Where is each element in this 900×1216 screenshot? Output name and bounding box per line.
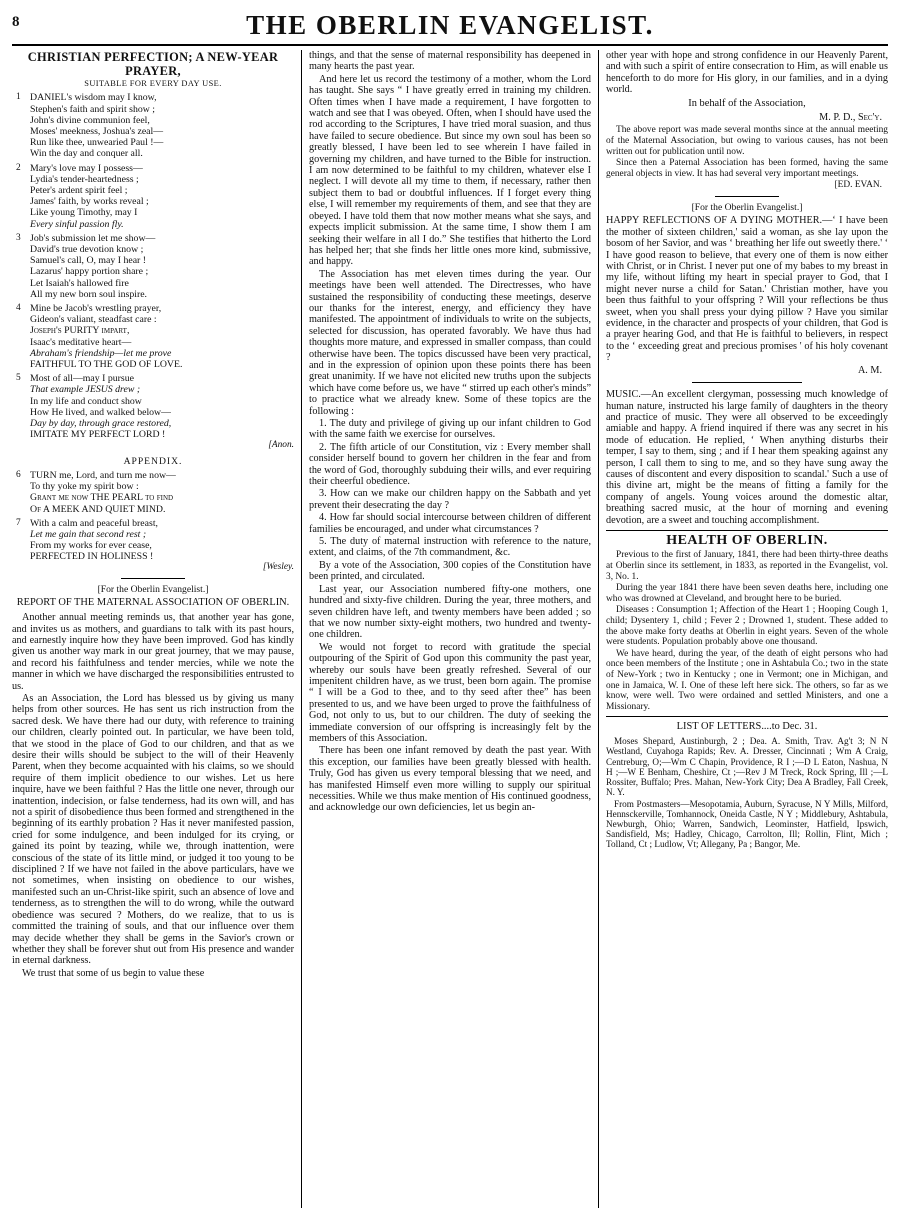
- editor-note: The above report was made several months since at the annual meeting of the Maternal Association, but owing to various causes, has not been written out for publication until now.: [606, 125, 888, 157]
- poem-line: Most of all—may I pursue: [30, 373, 134, 385]
- poem-line: FAITHFUL TO THE GOD OF LOVE.: [30, 359, 183, 371]
- health-paragraph: During the year 1841 there have been seven deaths here, including one who was drowned at Cleveland, and brought here to be buried.: [606, 583, 888, 604]
- stanza-number: 7: [16, 517, 21, 528]
- poem-line: Every sinful passion fly.: [30, 218, 124, 230]
- poem-line: Let me gain that second rest ;: [30, 528, 147, 540]
- article-title: REPORT OF THE MATERNAL ASSOCIATION OF OBERLIN.: [16, 597, 290, 609]
- letters-paragraph: Moses Shepard, Austinburgh, 2 ; Dea. A. Smith, Trav. Ag't 3; N N Westland, Cuyahoga Rapids; Rev. A. Dresser, Cincinnati ; Wm A Craig, Centreburg, O;—Wm C Chapin, Providence, R I ;—D L Eaton, Nashua, N H ;—W E Benham, Cheshire, Ct ;—Rev J M Treck, Rock Spring, Ill ;—L Rossiter, Buffalo; Pres. Mahan, New-York City; Dea A Bradley, Fall Creek, N. Y.: [606, 736, 888, 798]
- section-divider: [692, 382, 802, 383]
- poem-line: In my life and conduct show: [30, 395, 142, 407]
- body-paragraph: other year with hope and strong confidence in our Heavenly Parent, and with such a spirit of entire consecration to Him, as will enable us henceforth to do more for His glory, in our families, and in a dying world.: [606, 50, 888, 96]
- poem-attribution: [Anon.: [268, 439, 294, 450]
- poem-line: Mine be Jacob's wrestling prayer,: [30, 303, 162, 315]
- topic-item: 4. How far should social intercourse between children of different families be encouraged, and under what circumstances ?: [309, 512, 591, 535]
- letters-list: [606, 736, 888, 849]
- poem-line: Joseph's PURITY impart,: [30, 325, 130, 337]
- poem-line: That example JESUS drew ;: [30, 384, 141, 396]
- body-paragraph: We would not forget to record with gratitude the special outpouring of the Spirit of God upon this community the past year, whereby our souls have been greatly refreshed. Several of our impenitent children have, as we trust, been born again. The promise “ I will be a God to thee, and to thy seed after thee” has been presented to us, and we have been urged to prove the faithfulness of God, not only to us, but to our children. The duty of seeking the immediate conversion of our offspring is increasingly felt by the members of this Association.: [309, 641, 591, 744]
- poem-line: Win the day and conquer all.: [30, 148, 143, 160]
- signature-name: M. P. D., Sec'y.: [819, 112, 882, 124]
- stanza-number: 5: [16, 373, 21, 384]
- editor-note: Since then a Paternal Association has been formed, having the same general objects in view. It has had several very important meetings.: [606, 158, 888, 179]
- poem-line: Moses' meekness, Joshua's zeal—: [30, 126, 164, 138]
- poem-line: TURN me, Lord, and turn me now—: [30, 469, 176, 481]
- poem-stanza: [12, 233, 294, 300]
- poem-line: IMITATE MY PERFECT LORD !: [30, 429, 166, 441]
- column-3: [606, 50, 888, 1208]
- article-signature: A. M.: [857, 364, 882, 376]
- poem-line: Let Isaiah's hallowed fire: [30, 277, 129, 289]
- publication-title: THE OBERLIN EVANGELIST.: [246, 10, 654, 40]
- body-paragraph: things, and that the sense of maternal responsibility has deepened in many hearts the past year.: [309, 50, 591, 73]
- poem-line: Day by day, through grace restored,: [30, 418, 172, 430]
- poem-line: James' faith, by works reveal ;: [30, 196, 149, 208]
- column-1: [12, 50, 294, 1208]
- column-rule: [294, 50, 309, 1208]
- poem-line: Stephen's faith and spirit show ;: [30, 103, 156, 115]
- health-paragraph: Previous to the first of January, 1841, there had been thirty-three deaths at Oberlin since its settlement, in 1833, as reported in the Evangelist, vol. 3, No. 1.: [606, 550, 888, 582]
- article-credit: [For the Oberlin Evangelist.]: [97, 583, 209, 595]
- poem-line: Gideon's valiant, steadfast care :: [30, 314, 157, 326]
- poem-attribution: [Wesley.: [262, 561, 294, 572]
- editor-signature: [ED. EVAN.: [834, 180, 882, 191]
- music-article: MUSIC.—An excellent clergyman, possessing much knowledge of human nature, instructed his large family of daughters in the theory and practice of music. They were all observed to be exceedingly amiable and happy. A friend inquired if there was any secret in his mode of education. He replied, ‘ When anything disturbs their temper, I say to them, sing ; and if I hear them speaking against any person, I call them to sing to me, and so they have sung away the causes of discontent and every disposition to scandal.' Such a use of this divine art, might be the means of fitting a family for the company of angels. Young voices around the domestic altar, breathing sacred music, at the hour of morning and evening devotion, are a sweet and touching accomplishment.: [606, 389, 888, 526]
- poem-line: To thy yoke my spirit bow :: [30, 481, 139, 493]
- poem-line: Grant me now THE PEARL to find: [30, 492, 174, 504]
- letters-section-title: LIST OF LETTERS....to Dec. 31.: [676, 721, 818, 733]
- section-divider: [606, 530, 888, 531]
- appendix-label: APPENDIX.: [123, 455, 183, 467]
- poem-line: Peter's ardent spirit feel ;: [30, 185, 128, 197]
- section-divider: [121, 578, 185, 579]
- poem-line: From my works for ever cease,: [30, 540, 152, 552]
- poem-line: Abraham's friendship—let me prove: [30, 347, 172, 359]
- column-2: [309, 50, 591, 1208]
- page-number: 8: [12, 14, 20, 30]
- body-paragraph: The Association has met eleven times during the year. Our meetings have been well attended. The Directresses, who have sustained the responsibility of conducting these meetings, deserve our thanks for the interest, energy, and efficiency they have manifested. The appointment of individuals to write on the subjects, selected for discussion, has operated favorably. We have thus had thoughts more mature, and expressed in smaller compass, than could otherwise have been. The topics discussed have been very practical, and in the expression of opinion upon these points there has been great unanimity. If we have not elicited new truths upon the subjects which have come before us, we have “ stirred up each other's minds” to practice what we already knew. Some of these topics are the following :: [309, 268, 591, 417]
- body-paragraph: Another annual meeting reminds us, that another year has gone, and invites us as mothers, and guardians to talk with its past hours, and earnestly inquire how they have been improved. God has kindly given us another way mark in our great journey, that we may pause, and record his faithfulness and tender mercies, while we note the manner in which we have discharged the responsibilities entrusted to us.: [12, 612, 294, 692]
- poem-stanza: [12, 373, 294, 450]
- poem-line: John's divine communion feel,: [30, 114, 150, 126]
- poem-stanza: [12, 518, 294, 573]
- letters-paragraph: From Postmasters—Mesopotamia, Auburn, Syracuse, N Y Mills, Milford, Hennsckerville, Tomhannock, Oneida Castle, N Y ; Middlebury, Ashtabula, Newburgh, Ohio; Warren, Sandwich, Leominster, Hatfield, Ipswich, Sandisfield, Ms; Hadley, Chicago, Carrolton, Ill; Rollin, Flint, Mich ; Tolland, Ct ; Ludlow, Vt; Allegany, Pa ; Bangor, Me.: [606, 798, 888, 850]
- poem-stanza: [12, 470, 294, 515]
- topic-item: 5. The duty of maternal instruction with reference to the nature, extent, and claims, of the 7th commandment, &c.: [309, 536, 591, 559]
- poem-line: Of A MEEK AND QUIET MIND.: [30, 503, 166, 515]
- poem-line: Like young Timothy, may I: [30, 207, 138, 219]
- health-section-title: HEALTH OF OBERLIN.: [666, 532, 828, 548]
- poem-line: Lazarus' happy portion share ;: [30, 266, 149, 278]
- signature-intro: In behalf of the Association,: [688, 97, 806, 109]
- poem-line: All my new born soul inspire.: [30, 288, 148, 300]
- topic-item: 1. The duty and privilege of giving up our infant children to God with the same faith we exercise for ourselves.: [309, 418, 591, 441]
- poem-body: [12, 92, 294, 572]
- poem-line: Samuel's call, O, may I hear !: [30, 255, 147, 267]
- topic-item: 3. How can we make our children happy on the Sabbath and yet prevent their desecrating the day ?: [309, 488, 591, 511]
- body-paragraph: We trust that some of us begin to value these: [22, 967, 205, 979]
- stanza-number: 3: [16, 232, 21, 243]
- poem-line: David's true devotion know ;: [30, 244, 144, 256]
- stanza-number: 1: [16, 92, 21, 103]
- poem-line: Run like thee, unwearied Paul !—: [30, 137, 164, 149]
- body-paragraph: And here let us record the testimony of a mother, whom the Lord has taught. She says “ I have greatly erred in training my children. Often times when I have made a requirement, I have forgotten to watch and see that I was obeyed. Often, when I should have used the rod according to the Scriptures, I have tried moral suasion, and thus have failed to secure obedience. But since my own soul has been so greatly blessed, I have been led to see wherein I have failed in governing my children, and have turned to the Bible for instruction. I am now determined to be faithful to my children, whatever else I neglect. I will devote all my time to them, if necessary, rather then subject them to bad or doubtful influences. If I forget every thing else, I will remember my requirements of them, and see that they are obeyed. I have told them that now mother means what she says, and expects implicit submission. At the same time, I show them I am seeking their welfare in all I do.” She testifies that hitherto the Lord has helped her; that she finds her little ones more kind, submissive, and happy.: [309, 73, 591, 268]
- article-credit: [For the Oberlin Evangelist.]: [691, 202, 803, 213]
- poem-line: DANIEL's wisdom may I know,: [30, 92, 157, 104]
- poem-title: CHRISTIAN PERFECTION; A NEW-YEAR PRAYER,: [27, 50, 279, 78]
- body-paragraph: There has been one infant removed by death the past year. With this exception, our families have been greatly blessed with health. Truly, God has given us every temporal blessing that we need, and has manifested Himself even more willing to supply our spiritual necessities. While we thus make mention of His continued goodness, and acknowledge our own deficiencies, let us begin an-: [309, 745, 591, 814]
- stanza-number: 2: [16, 162, 21, 173]
- poem-line: Mary's love may I possess—: [30, 162, 143, 174]
- body-paragraph: Last year, our Association numbered fifty-one mothers, one hundred and sixty-five children. During the year, three mothers, and seven children have left, and twenty members have been added ; so that we now number sixty-eight mothers, two hundred and twenty-one children.: [309, 583, 591, 641]
- poem-line: How He lived, and walked below—: [30, 406, 171, 418]
- poem-line: Lydia's tender-heartedness ;: [30, 173, 139, 185]
- poem-stanza: [12, 303, 294, 370]
- column-rule: [591, 50, 606, 1208]
- stanza-number: 4: [16, 303, 21, 314]
- poem-stanza: [12, 163, 294, 230]
- dying-mother-article: HAPPY REFLECTIONS OF A DYING MOTHER.—‘ I have been the mother of sixteen children,' said a woman, as she lay upon the bosom of her Savior, and was ‘ breathing her life out sweetly there.' ‘ I have good reason to believe, that every one of them is now either with Christ, or in Christ. I never put one of my babes to my breast in my life, without lifting my heart in special prayer to God, that I might never nurse a child for Satan.' Christian mother, have you been thus faithful to your offspring ? Will your reflections be thus sweet, when you shall press your dying pillow ? Have you similar evidence, in the character and prospects of your children, that God is a prayer hearing God, and that He is faithful to believers, in respect to the ‘ exceeding great and precious promises ' of his holy covenant ?: [606, 215, 888, 364]
- section-divider: [715, 196, 779, 197]
- poem-line: Job's submission let me show—: [30, 232, 156, 244]
- column-layout: [12, 50, 888, 1208]
- section-divider: [606, 716, 888, 717]
- masthead: [12, 10, 888, 46]
- poem-line: PERFECTED IN HOLINESS !: [30, 551, 154, 563]
- topic-item: 2. The fifth article of our Constitution, viz : Every member shall consider herself bound to govern her children in the fear and from the word of God, thoroughly subduing their wills, and ever requiring their cheerful obedience.: [309, 441, 591, 488]
- poem-subtitle: SUITABLE FOR EVERY DAY USE.: [84, 79, 222, 88]
- poem-line: Isaac's meditative heart—: [30, 336, 132, 348]
- poem-line: With a calm and peaceful breast,: [30, 517, 158, 529]
- body-paragraph: By a vote of the Association, 300 copies of the Constitution have been printed, and circulated.: [309, 559, 591, 583]
- stanza-number: 6: [16, 469, 21, 480]
- poem-stanza: [12, 92, 294, 159]
- health-paragraph: We have heard, during the year, of the death of eight persons who had once been members of the Institute ; one in Ashtabula Co.; two in the state of New-York ; two in Kentucky ; one in Vermont; one in Michigan, and one in Jamaica, W. I. One of these left here sick. The others, so far as we know, were well. Two were ordained and settled Ministers, and one a Missionary.: [606, 648, 888, 712]
- body-paragraph: As an Association, the Lord has blessed us by giving us many helps from other sources. He has sent us rich instruction from the sacred desk. We have there had our duty, with reference to training our children, clearly pointed out. In particular, we have been told, that we stood in the place of God to our children, and that as we desire their wills should be subject to the will of their Heavenly Parent, when they become acquainted with his claims, so we should require of them implicit obedience to our wishes. Let us here inquire, have we been faithful ? Has the little one never, through our inattention, indecision, or false tenderness, had its own will, and has not a spirit of disobedience thus been formed and strengthened in the beginning of its earthly probation ? Has it never manifested passion, cried for some indulgence, and been indulged for its crying, or gained its point by teazing, while we, through inattention, were conscious of the state of its little mind, or judged it too young to be disciplined ? If we have not failed in the above particulars, have we not sometimes, when insisting on obedience to our wishes, manifested such an un-Christ-like spirit, such an absence of love and tenderness, as to strengthen the will to do wrong, while the outward obedience was secured ? Mothers, do we realize, that to us is committed the training of souls, and that our influence over them may decide whether they shall be gems in the Savior's crown or whether they shall be forever shut out from His presence and wander in eternal darkness.: [12, 692, 294, 967]
- health-paragraph: Diseases : Consumption 1; Affection of the Heart 1 ; Hooping Cough 1, child; Dysentery 1, child ; Fever 2 ; Drowned 1, student. These added to the above make forty deaths at Oberlin in eight years. Seven of the whole were students. Population probably above one thousand.: [606, 605, 888, 648]
